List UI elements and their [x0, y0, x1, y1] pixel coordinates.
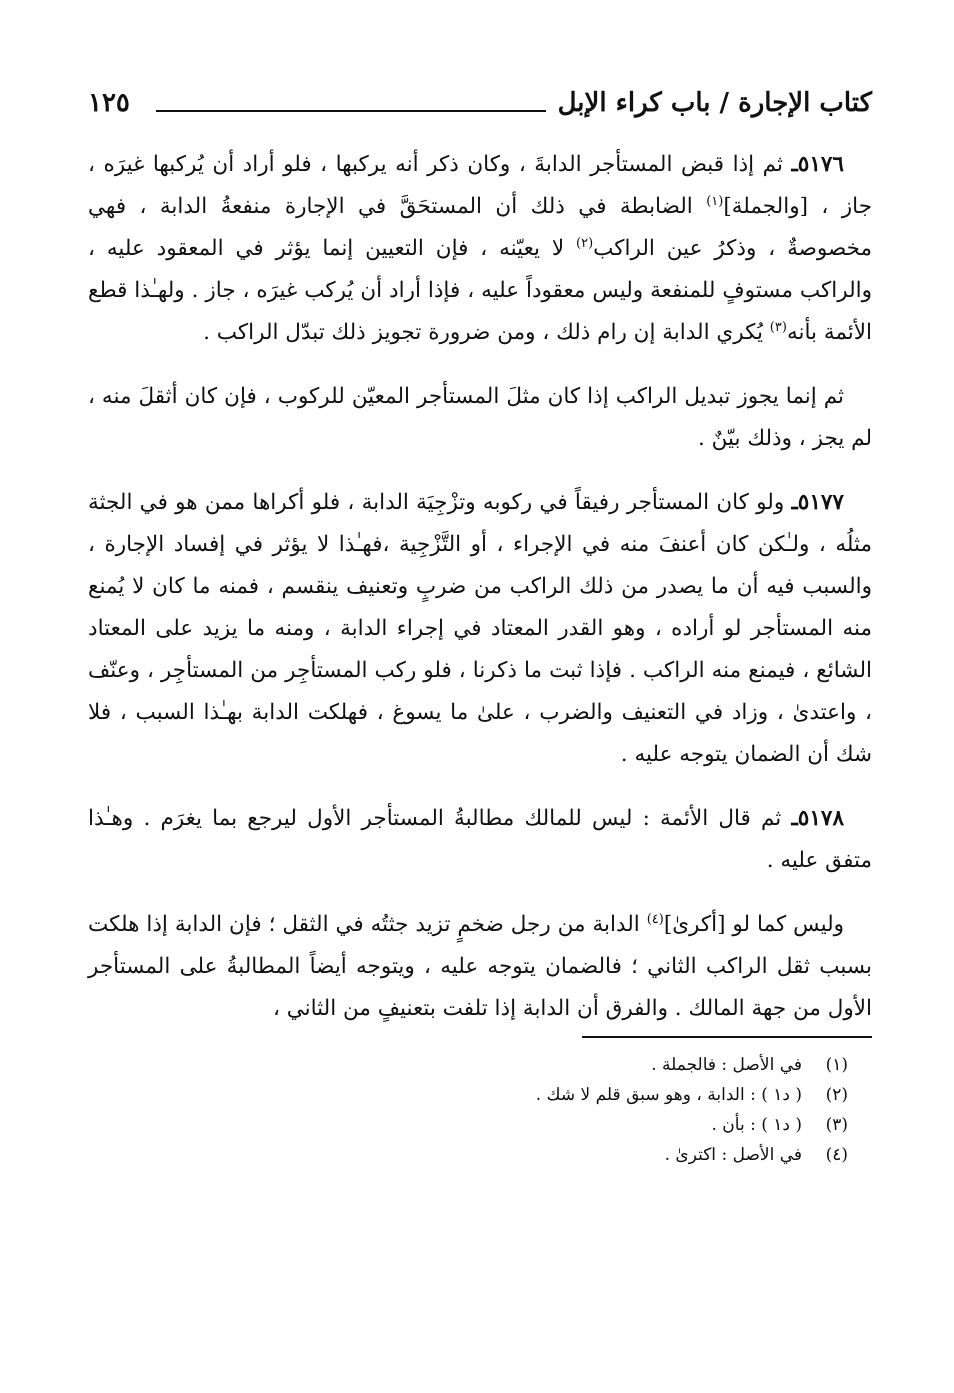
- footnote-ref-1: (١): [706, 193, 724, 209]
- text-segment: الدابة من رجل ضخمٍ تزيد جثتُه في الثقل ؛ فإن الدابة إذا هلكت بسبب ثقل الراكب الثاني ؛ فالضمان يتوجه عليه ، ويتوجه أيضاً المطالبةُ على المستأجر الأول من جهة المالك . والفرق أن الدابة إذا تلفت بتعنيفٍ من الثاني ،: [88, 912, 872, 1021]
- footnote-ref-2: (٢): [576, 235, 594, 251]
- main-text: [88, 144, 872, 1030]
- footnote-number: (٢): [825, 1085, 848, 1105]
- page-number: ١٢٥: [88, 88, 130, 118]
- footnote-divider: [582, 1036, 872, 1038]
- footnote-text: ( د١ ) : الدابة ، وهو سبق قلم لا شك .: [535, 1085, 802, 1105]
- text-segment: ثم إنما يجوز تبديل الراكب إذا كان مثلَ المستأجر المعيّن للركوب ، فإن كان أثقلَ منه ، لم يجز ، وذلك بيّنٌ .: [88, 384, 872, 451]
- paragraph-number: ٥١٧٨ـ: [791, 806, 844, 831]
- paragraph-rider-substitution: [88, 376, 872, 460]
- paragraph-5178: [88, 798, 872, 882]
- text-segment: ثم إذا قبض المستأجر الدابةَ ، وكان ذكر أنه يركبها ، فلو أراد أن يُركبها غيرَه ، جاز ، [والجملة]: [88, 152, 872, 219]
- text-segment: لا يعيّنه ، فإن التعيين إنما يؤثر في المعقود عليه ، والراكب مستوفٍ للمنفعة وليس معقوداً عليه ، فإذا أراد أن يُركب غيرَه ، جاز . ولهـٰذا قطع الأئمة بأنه: [88, 236, 872, 345]
- text-segment: وليس كما لو [أكرىٰ]: [663, 912, 845, 937]
- paragraph-5177: [88, 482, 872, 776]
- text-segment: يُكري الدابة إن رام ذلك ، ومن ضرورة تجويز ذلك تبدّل الراكب .: [203, 320, 770, 345]
- footnote-ref-3: (٣): [769, 319, 787, 335]
- footnote-number: (١): [825, 1055, 848, 1075]
- footnote-number: (٣): [825, 1115, 848, 1135]
- text-segment: الضابطة في ذلك أن المستحَقَّ في الإجارة منفعةُ الدابة ، فهي مخصوصةٌ ، وذكرُ عين الراكب: [88, 194, 872, 261]
- running-header: [88, 78, 872, 128]
- footnote-item: [88, 1140, 848, 1170]
- text-segment: ثم قال الأئمة : ليس للمالك مطالبةُ المستأجر الأول ليرجع بما يغرَم . وهـٰذا متفق عليه .: [88, 806, 872, 873]
- text-segment: ولو كان المستأجر رفيقاً في ركوبه وتزْجِيَة الدابة ، فلو أكراها ممن هو في الجثة مثلُه ، ولـٰكن كان أعنفَ منه في الإجراء ، أو التَّزْجِية ،فهـٰذا لا يؤثر في إفساد الإجارة ، والسبب فيه أن ما يصدر من ذلك الراكب من ضربٍ وتعنيف ينقسم ، فمنه ما كان لا يُمنع منه المستأجر لو أراده ، وهو القدر المعتاد في إجراء الدابة ، ومنه ما يزيد على المعتاد الشائع ، فيمنع منه الراكب . فإذا ثبت ما ذكرنا ، فلو ركب المستأجِر من المستأجِر ، وعنّف ، واعتدىٰ ، وزاد في التعنيف والضرب ، علىٰ ما يسوغ ، فهلكت الدابة بهـٰذا السبب ، فلا شك أن الضمان يتوجه عليه .: [88, 490, 872, 767]
- book-page: [88, 78, 872, 1170]
- header-title: كتاب الإجارة / باب كراء الإبل: [557, 88, 872, 118]
- paragraph-number: ٥١٧٧ـ: [791, 490, 844, 515]
- paragraph-heavy-rider: [88, 904, 872, 1030]
- footnote-text: في الأصل : فالجملة .: [651, 1055, 802, 1075]
- header-rule: [156, 110, 546, 112]
- paragraph-number: ٥١٧٦ـ: [791, 152, 844, 177]
- footnote-number: (٤): [825, 1145, 848, 1165]
- footnote-text: في الأصل : اكترىٰ .: [664, 1145, 802, 1165]
- footnote-item: [88, 1110, 848, 1140]
- footnotes: [88, 1050, 872, 1170]
- footnote-item: [88, 1080, 848, 1110]
- footnote-item: [88, 1050, 848, 1080]
- footnote-text: ( د١ ) : بأن .: [711, 1115, 802, 1135]
- footnote-ref-4: (٤): [646, 911, 664, 927]
- paragraph-5176: [88, 144, 872, 354]
